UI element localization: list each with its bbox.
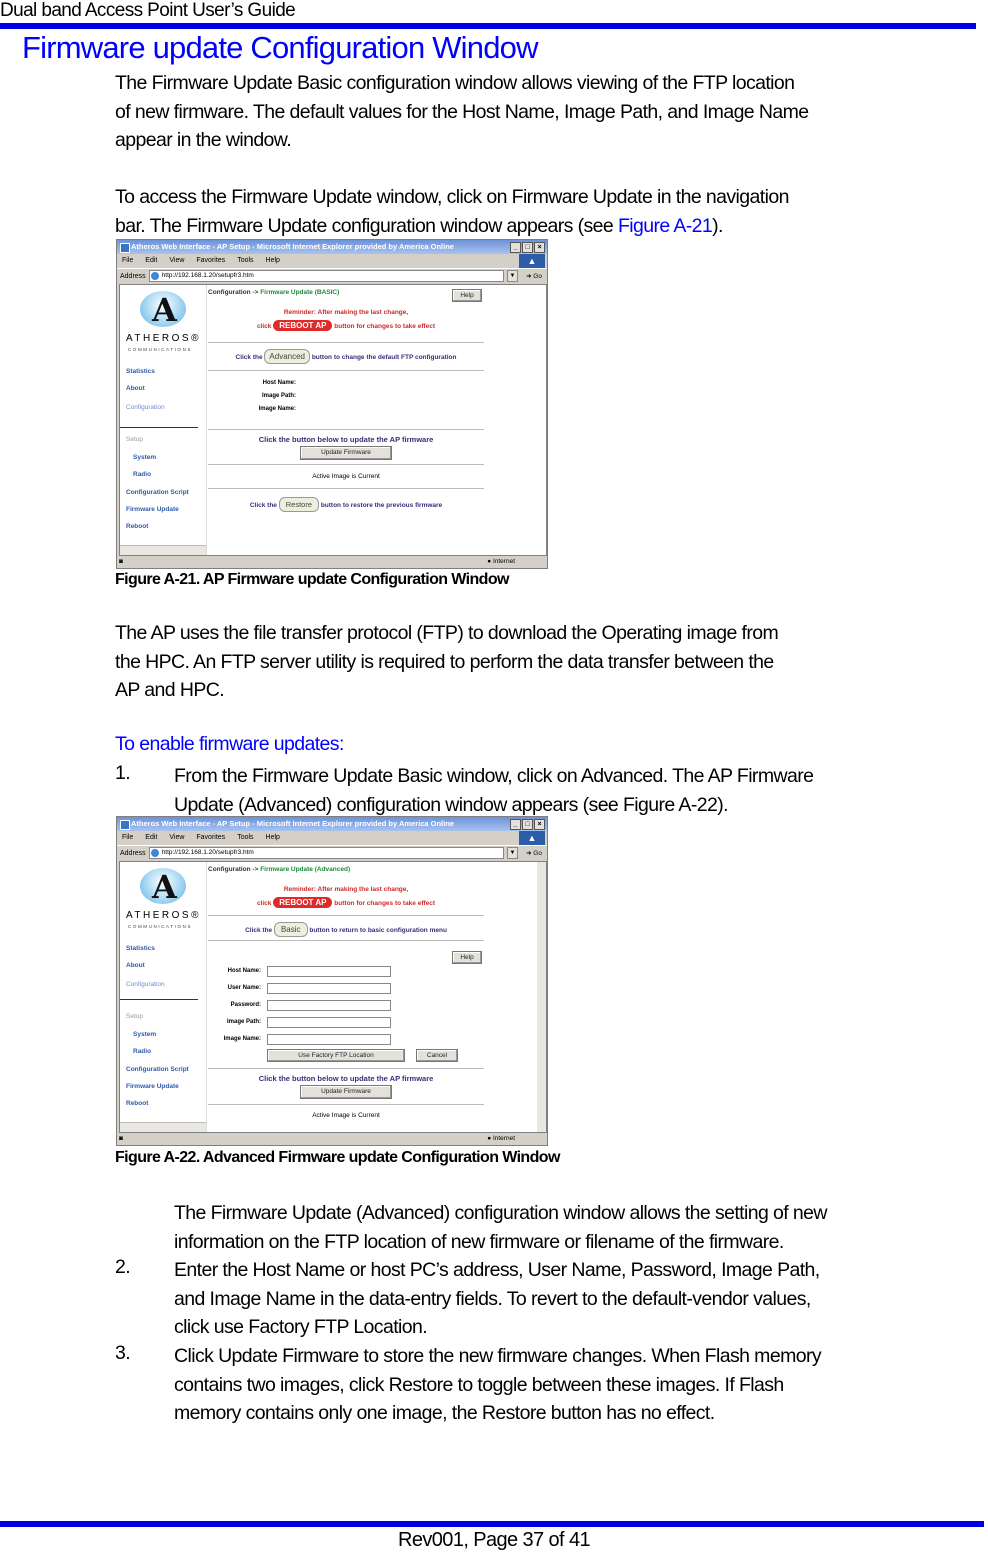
ftp-line: the HPC. An FTP server utility is required to perform the data transfer between the [115, 650, 774, 673]
maximize-icon[interactable]: □ [522, 242, 533, 253]
nav-configuration[interactable]: Configuration [126, 981, 165, 988]
browser-title: Atheros Web Interface - AP Setup - Microsoft Internet Explorer provided by America Online [131, 242, 454, 251]
step-3-text: Click Update Firmware to store the new firmware changes. When Flash memory contains two images, click Restore to toggle between these images. If Flash memory contains only one image, the Restore button has no effect. [174, 1345, 822, 1424]
close-icon[interactable]: × [534, 242, 545, 253]
restore-button[interactable]: Restore [279, 497, 319, 512]
go-button[interactable]: ➜ Go [526, 273, 542, 280]
nav-setup: Setup [126, 436, 143, 443]
breadcrumb-current: Firmware Update (Advanced) [260, 866, 351, 873]
access-line-post: ). [712, 214, 723, 237]
section-title: Firmware update Configuration Window [22, 30, 538, 65]
figure-a21-link[interactable]: Figure A-21 [617, 214, 713, 237]
intro-line: appear in the window. [115, 129, 292, 151]
page-icon [151, 272, 159, 280]
intro-paragraph [115, 69, 985, 155]
menu-help[interactable]: Help [265, 257, 280, 264]
nav-about[interactable]: About [126, 962, 145, 969]
intro-line: of new firmware. The default values for the Host Name, Image Path, and Image Name [115, 100, 809, 123]
running-header: Dual band Access Point User’s Guide [0, 0, 296, 21]
address-dropdown-icon[interactable]: ▼ [507, 270, 518, 282]
browser-titlebar [117, 817, 547, 831]
menu-bar [117, 254, 547, 268]
nav-sidebar [120, 862, 207, 1132]
cancel-button[interactable]: Cancel [416, 1049, 458, 1062]
divider [208, 464, 484, 465]
address-bar [117, 845, 547, 860]
minimize-icon[interactable]: _ [510, 242, 521, 253]
go-arrow-icon: ➜ [526, 273, 532, 280]
basic-button[interactable]: Basic [274, 922, 308, 937]
procedure-heading: To enable firmware updates: [115, 733, 344, 755]
step-2-number: 2. [115, 1256, 131, 1278]
advanced-row: Click the Advanced button to change the default FTP configuration [208, 349, 484, 364]
address-url: http://192.168.1.20/setupfr3.htm [161, 849, 254, 856]
menu-bar [117, 831, 547, 845]
nav-radio[interactable]: Radio [133, 1048, 152, 1055]
ie-app-icon [120, 243, 130, 253]
host-name-label: Host Name: [262, 380, 296, 386]
page-content [119, 284, 547, 556]
divider [208, 1068, 484, 1069]
divider [208, 370, 484, 371]
figure-a22-caption: Figure A-22. Advanced Firmware update Configuration Window [115, 1149, 560, 1166]
divider [208, 1104, 484, 1105]
password-input[interactable] [267, 1000, 391, 1011]
breadcrumb: Configuration -> Firmware Update (BASIC) [208, 289, 340, 296]
nav-configuration[interactable]: Configuration [126, 404, 165, 411]
status-bar [119, 556, 545, 567]
ftp-line: AP and HPC. [115, 679, 225, 701]
step-1-text: From the Firmware Update Basic window, click on Advanced. The AP Firmware Update (Advanced) configuration window appears (see Figure A-22). [174, 765, 814, 816]
globe-icon: ● [487, 1135, 492, 1142]
divider [208, 488, 484, 489]
menu-help[interactable]: Help [265, 834, 280, 841]
menu-favorites[interactable]: Favorites [196, 257, 226, 264]
address-label: Address [120, 272, 146, 280]
nav-reboot[interactable]: Reboot [126, 1100, 149, 1107]
breadcrumb: Configuration -> Firmware Update (Advanced) [208, 866, 351, 873]
active-image-status: Active Image is Current [312, 473, 380, 480]
page-content [119, 861, 547, 1133]
content-pane [208, 285, 546, 555]
host-name-label: Host Name: [227, 968, 261, 974]
user-name-label: User Name: [227, 985, 261, 991]
reboot-ap-button[interactable]: REBOOT AP [273, 320, 332, 331]
image-name-label: Image Name: [258, 406, 296, 412]
nav-firmware-update[interactable]: Firmware Update [126, 1083, 179, 1090]
menu-edit[interactable]: Edit [145, 834, 158, 841]
vertical-scrollbar[interactable] [537, 862, 546, 1132]
horizontal-scrollbar[interactable] [120, 545, 206, 555]
nav-configuration-script[interactable]: Configuration Script [126, 1066, 189, 1073]
header-rule [0, 23, 976, 29]
step-1-number: 1. [115, 762, 131, 784]
go-arrow-icon: ➜ [526, 850, 532, 857]
nav-setup: Setup [126, 1013, 143, 1020]
menu-edit[interactable]: Edit [145, 257, 158, 264]
footer-rule [0, 1521, 984, 1527]
ie-app-icon [120, 820, 130, 830]
reboot-ap-button[interactable]: REBOOT AP [273, 897, 332, 908]
brand-name: ATHEROS® [126, 910, 201, 921]
figure-a21-browser-window [116, 239, 548, 569]
brand-name: ATHEROS® [126, 333, 201, 344]
update-heading: Click the button below to update the AP firmware [258, 1074, 434, 1083]
reminder-line-2: click REBOOT AP button for changes to take effect [256, 321, 436, 330]
menu-file[interactable]: File [122, 834, 134, 841]
maximize-icon[interactable]: □ [522, 819, 533, 830]
divider [208, 342, 484, 343]
address-url: http://192.168.1.20/setupfr3.htm [161, 272, 254, 279]
intro-line: The Firmware Update Basic configuration window allows viewing of the FTP location [115, 72, 795, 94]
help-button[interactable]: Help [452, 289, 482, 302]
ftp-paragraph [115, 619, 985, 705]
basic-row: Click the Basic button to return to basic configuration menu [208, 922, 484, 937]
divider [208, 429, 484, 430]
image-path-input[interactable] [267, 1017, 391, 1028]
host-name-input[interactable] [267, 966, 391, 977]
close-icon[interactable]: × [534, 819, 545, 830]
page-footer: Rev001, Page 37 of 41 [398, 1529, 590, 1551]
nav-sidebar [120, 285, 207, 555]
access-line: To access the Firmware Update window, click on Firmware Update in the navigation [115, 186, 789, 208]
image-path-label: Image Path: [226, 1019, 261, 1025]
image-name-label: Image Name: [223, 1036, 261, 1042]
nav-firmware-update[interactable]: Firmware Update [126, 506, 179, 513]
figure-a22-browser-window [116, 816, 548, 1146]
image-name-input[interactable] [267, 1034, 391, 1045]
active-image-status: Active Image is Current [312, 1112, 380, 1119]
advanced-note: The Firmware Update (Advanced) configuration window allows the setting of new information on the FTP location of new firmware or filename of the firmware. [174, 1202, 827, 1253]
figure-a21-caption: Figure A-21. AP Firmware update Configuration Window [115, 571, 509, 588]
nav-divider [120, 999, 198, 1000]
use-factory-ftp-location-button[interactable]: Use Factory FTP Location [267, 1049, 405, 1062]
update-firmware-button[interactable]: Update Firmware [300, 446, 392, 460]
content-pane [208, 862, 546, 1132]
help-button[interactable]: Help [452, 951, 482, 964]
atheros-logo-icon: A [140, 868, 186, 904]
reminder-text: Reminder: After making the last change, [283, 309, 409, 316]
status-page-icon: ◙ [119, 1135, 123, 1142]
browser-title: Atheros Web Interface - AP Setup - Microsoft Internet Explorer provided by America Online [131, 819, 454, 828]
breadcrumb-current: Firmware Update (BASIC) [260, 289, 340, 296]
status-zone: ● Internet [487, 1135, 515, 1142]
address-bar [117, 268, 547, 283]
reminder-line-2: click REBOOT AP button for changes to take effect [256, 898, 436, 907]
horizontal-scrollbar[interactable] [120, 1122, 206, 1132]
restore-row: Click the Restore button to restore the previous firmware [208, 497, 484, 512]
nav-about[interactable]: About [126, 385, 145, 392]
menu-file[interactable]: File [122, 257, 134, 264]
go-button[interactable]: ➜ Go [526, 850, 542, 857]
globe-icon: ● [487, 558, 492, 565]
nav-reboot[interactable]: Reboot [126, 523, 149, 530]
page-icon [151, 849, 159, 857]
menu-tools[interactable]: Tools [237, 257, 254, 264]
divider [208, 940, 484, 941]
access-paragraph [115, 183, 985, 240]
menu-view[interactable]: View [169, 257, 185, 264]
brand-subtitle: COMMUNICATIONS [128, 924, 193, 929]
update-heading: Click the button below to update the AP firmware [258, 435, 434, 444]
atheros-logo-icon: A [140, 291, 186, 327]
address-dropdown-icon[interactable]: ▼ [507, 847, 518, 859]
reminder-text: Reminder: After making the last change, [283, 886, 409, 893]
address-input[interactable] [149, 270, 504, 282]
brand-subtitle: COMMUNICATIONS [128, 347, 193, 352]
image-path-label: Image Path: [261, 393, 296, 399]
user-name-input[interactable] [267, 983, 391, 994]
aol-throbber-icon: ▲ [519, 831, 545, 845]
minimize-icon[interactable]: _ [510, 819, 521, 830]
menu-tools[interactable]: Tools [237, 834, 254, 841]
step-2-text: Enter the Host Name or host PC’s address, User Name, Password, Image Path, and Image Name in the data-entry fields. To revert to the default-vendor values, click use Factory FTP Location. [174, 1259, 820, 1338]
address-input[interactable] [149, 847, 504, 859]
menu-view[interactable]: View [169, 834, 185, 841]
update-firmware-button[interactable]: Update Firmware [300, 1085, 392, 1099]
password-label: Password: [230, 1002, 261, 1008]
advanced-button[interactable]: Advanced [264, 349, 310, 364]
step-3-number: 3. [115, 1342, 131, 1364]
ftp-line: The AP uses the file transfer protocol (FTP) to download the Operating image from [115, 622, 779, 644]
status-page-icon: ◙ [119, 558, 123, 565]
nav-system[interactable]: System [133, 454, 157, 461]
aol-throbber-icon: ▲ [519, 254, 545, 268]
nav-statistics[interactable]: Statistics [126, 368, 155, 375]
address-label: Address [120, 849, 146, 857]
nav-statistics[interactable]: Statistics [126, 945, 155, 952]
nav-configuration-script[interactable]: Configuration Script [126, 489, 189, 496]
access-line-pre: bar. The Firmware Update configuration window appears (see [115, 214, 618, 237]
nav-system[interactable]: System [133, 1031, 157, 1038]
status-zone: ● Internet [487, 558, 515, 565]
nav-divider [120, 427, 198, 428]
status-bar [119, 1133, 545, 1144]
divider [208, 915, 484, 916]
menu-favorites[interactable]: Favorites [196, 834, 226, 841]
nav-radio[interactable]: Radio [133, 471, 152, 478]
browser-titlebar [117, 240, 547, 254]
